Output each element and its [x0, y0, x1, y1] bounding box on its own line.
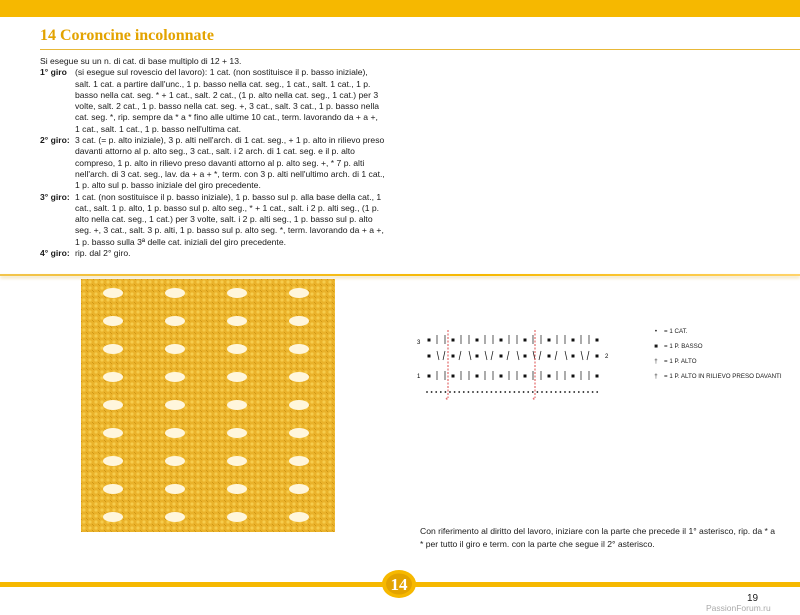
swatch-hole: [103, 428, 123, 438]
single-crochet-mark: [452, 339, 455, 342]
round-2: [40, 135, 385, 191]
chain-dot: [518, 391, 520, 393]
legend-item: [650, 328, 782, 336]
swatch-hole: [289, 288, 309, 298]
legend-label: = 1 P. ALTO IN RILIEVO PRESO DAVANTI: [664, 373, 782, 380]
swatch-hole: [289, 512, 309, 522]
legend-item: [650, 373, 782, 381]
title-divider: [40, 49, 800, 50]
single-crochet-mark: [476, 339, 479, 342]
badge-number: 14: [390, 575, 408, 594]
swatch-hole: [289, 456, 309, 466]
single-crochet-mark: [428, 339, 431, 342]
swatch-hole: [289, 316, 309, 326]
swatch-hole: [103, 372, 123, 382]
single-crochet-mark: [596, 375, 599, 378]
intro-text: Si esegue su un n. di cat. di base multiplo di 12 + 13.: [40, 56, 242, 66]
swatch-hole: [227, 372, 247, 382]
double-crochet-mark: [517, 351, 519, 360]
swatch-hole: [165, 512, 185, 522]
swatch-hole: [103, 484, 123, 494]
chain-dot: [587, 391, 589, 393]
stitch-legend: [650, 328, 782, 388]
chain-dot: [537, 391, 539, 393]
swatch-hole: [165, 400, 185, 410]
round-3: [40, 192, 385, 248]
swatch-hole: [103, 512, 123, 522]
round-text: 1 cat. (non sostituisce il p. basso iniziale), 1 p. basso sul p. alla base della cat., 1 cat., salt. 1 p. alto, 1 p. basso sul p. alto seg., * + 1 cat., salt. i 2 p. alti seg., (1 p. alto nella cat. seg., 1 cat.) per 3 volte, salt. i 2 p. alti seg., 1 p. basso sul p. alto seg. +, 3 cat., salt. 3 p. alti, 1 p. basso sul p. alto seg. *, term. lavorando da + a +, 1 p. basso sulla 3ª delle cat. iniziali del giro precedente.: [75, 191, 384, 247]
single-crochet-mark: [452, 355, 455, 358]
chain-dot: [514, 391, 516, 393]
swatch-hole: [227, 456, 247, 466]
swatch-hole: [165, 428, 185, 438]
swatch-hole: [227, 400, 247, 410]
row-label-2: 2: [605, 354, 609, 360]
chain-dot: [435, 391, 437, 393]
single-crochet-mark: [428, 355, 431, 358]
swatch-hole: [165, 344, 185, 354]
chain-dot: [523, 391, 525, 393]
chain-dot: [500, 391, 502, 393]
swatch-hole: [165, 484, 185, 494]
swatch-hole: [165, 288, 185, 298]
chain-dot: [449, 391, 451, 393]
raised-dagger-icon: †: [654, 373, 658, 380]
page-title: 14 Coroncine incolonnate: [40, 27, 214, 44]
single-crochet-mark: [596, 355, 599, 358]
round-1: [40, 67, 385, 135]
legend-label: = 1 P. BASSO: [664, 343, 703, 350]
pattern-number-badge: [381, 569, 417, 599]
chain-dot: [569, 391, 571, 393]
legend-item: [650, 358, 782, 366]
round-label: 1° giro: [40, 67, 67, 78]
swatch-hole: [165, 456, 185, 466]
chain-dot: [454, 391, 456, 393]
crochet-swatch-photo: [81, 279, 335, 532]
chain-dot: [481, 391, 483, 393]
watermark: PassionForum.ru: [706, 603, 771, 613]
swatch-hole: [103, 400, 123, 410]
dot-icon: •: [654, 328, 658, 335]
double-crochet-mark: [485, 351, 487, 360]
single-crochet-mark: [524, 355, 527, 358]
swatch-hole: [103, 288, 123, 298]
swatch-hole: [289, 400, 309, 410]
dagger-icon: †: [654, 358, 658, 365]
swatch-hole: [227, 344, 247, 354]
swatch-hole: [289, 372, 309, 382]
asterisk-icon: *: [445, 398, 448, 404]
single-crochet-mark: [548, 355, 551, 358]
chain-dot: [477, 391, 479, 393]
swatch-hole: [227, 484, 247, 494]
repeat-note: Con riferimento al diritto del lavoro, iniziare con la parte che precede il 1° asterisco, rip. da * a * per tutto il giro e term. con la parte che segue il 2° asterisco.: [420, 526, 775, 549]
double-crochet-mark: [555, 351, 557, 360]
double-crochet-mark: [443, 351, 445, 360]
row-label-1: 1: [417, 374, 421, 380]
double-crochet-mark: [469, 351, 471, 360]
chain-dot: [532, 391, 534, 393]
instructions-block: [40, 56, 385, 259]
swatch-hole: [103, 344, 123, 354]
single-crochet-mark: [524, 375, 527, 378]
double-crochet-mark: [507, 351, 509, 360]
chain-dot: [578, 391, 580, 393]
section-divider: [0, 274, 800, 276]
swatch-hole: [227, 512, 247, 522]
swatch-hole: [165, 372, 185, 382]
chain-dot: [596, 391, 598, 393]
single-crochet-mark: [476, 375, 479, 378]
chain-dot: [573, 391, 575, 393]
stitch-diagram: [415, 326, 615, 406]
single-crochet-mark: [596, 339, 599, 342]
single-crochet-mark: [428, 375, 431, 378]
round-label: 3° giro:: [40, 191, 70, 202]
chain-dot: [426, 391, 428, 393]
chain-dot: [583, 391, 585, 393]
single-crochet-mark: [500, 375, 503, 378]
round-text: rip. dal 2° giro.: [75, 248, 131, 259]
chain-dot: [468, 391, 470, 393]
double-crochet-mark: [565, 351, 567, 360]
single-crochet-mark: [500, 355, 503, 358]
single-crochet-mark: [572, 339, 575, 342]
chain-dot: [564, 391, 566, 393]
swatch-hole: [227, 428, 247, 438]
chain-dot: [491, 391, 493, 393]
legend-label: = 1 CAT.: [664, 328, 688, 335]
chain-dot: [546, 391, 548, 393]
double-crochet-mark: [459, 351, 461, 360]
top-accent-bar: [0, 0, 800, 17]
double-crochet-mark: [491, 351, 493, 360]
chain-dot: [445, 391, 447, 393]
swatch-hole: [103, 316, 123, 326]
chain-dot: [555, 391, 557, 393]
round-4: [40, 248, 385, 259]
chain-dot: [440, 391, 442, 393]
swatch-hole: [103, 456, 123, 466]
chain-dot: [431, 391, 433, 393]
swatch-hole: [289, 344, 309, 354]
swatch-hole: [289, 484, 309, 494]
row-label-3: 3: [417, 340, 421, 346]
swatch-hole: [165, 316, 185, 326]
chain-dot: [527, 391, 529, 393]
single-crochet-mark: [524, 339, 527, 342]
round-label: 4° giro:: [40, 248, 70, 259]
single-crochet-mark: [476, 355, 479, 358]
chain-dot: [592, 391, 594, 393]
single-crochet-mark: [500, 339, 503, 342]
chain-dot: [486, 391, 488, 393]
legend-item: [650, 343, 782, 351]
swatch-hole: [227, 288, 247, 298]
page-number: 19: [747, 593, 759, 604]
swatch-hole: [289, 428, 309, 438]
single-crochet-mark: [572, 355, 575, 358]
chain-dot: [458, 391, 460, 393]
square-icon: ■: [654, 343, 658, 350]
round-text: (si esegue sul rovescio del lavoro): 1 cat. (non sostituisce il p. basso iniziale), salt. 1 cat. a partire dall'unc., 1 p. basso nella cat. seg., 1 cat., salt. 1 cat., 1 p. basso nella cat. seg. * + 1 cat., salt. 2 cat., (1 p. alto nella cat. seg., 1 cat.) per 3 volte, salt. 2 cat., 1 p. basso nella cat. seg. +, 3 cat., salt. 3 cat., 1 p. basso nella cat. seg. *, rip. sempre da * a * fino alle ultime 10 cat., term. lavorando da + a +, 1 cat., salt. 1 cat., 1 p. basso nell'ultima cat.: [75, 67, 380, 134]
chain-dot: [463, 391, 465, 393]
double-crochet-mark: [581, 351, 583, 360]
double-crochet-mark: [539, 351, 541, 360]
asterisk-icon: *: [532, 398, 535, 404]
double-crochet-mark: [587, 351, 589, 360]
chain-dot: [504, 391, 506, 393]
chain-dot: [550, 391, 552, 393]
single-crochet-mark: [548, 375, 551, 378]
swatch-hole: [227, 316, 247, 326]
round-text: 3 cat. (= p. alto iniziale), 3 p. alti nell'arch. di 1 cat. seg., + 1 p. alto in rilievo preso davanti attorno al p. alto seg., 3 cat., salt. i 2 arch. di 1 cat. seg. e il p. alto compreso, 1 p. alto in rilievo preso davanti attorno al p. alto seg. +, * 7 p. alti nell'arch. di 3 cat. seg., lav. da + a + *, term. con 3 p. alti nell'ultimo arch. di 1 cat., 1 p. alto sul p. basso iniziale del giro precedente.: [75, 135, 385, 191]
chain-dot: [495, 391, 497, 393]
chain-dot: [560, 391, 562, 393]
legend-label: = 1 P. ALTO: [664, 358, 697, 365]
single-crochet-mark: [572, 375, 575, 378]
chain-dot: [541, 391, 543, 393]
double-crochet-mark: [437, 351, 439, 360]
chain-dot: [472, 391, 474, 393]
chain-dot: [509, 391, 511, 393]
single-crochet-mark: [548, 339, 551, 342]
single-crochet-mark: [452, 375, 455, 378]
round-label: 2° giro:: [40, 135, 70, 146]
